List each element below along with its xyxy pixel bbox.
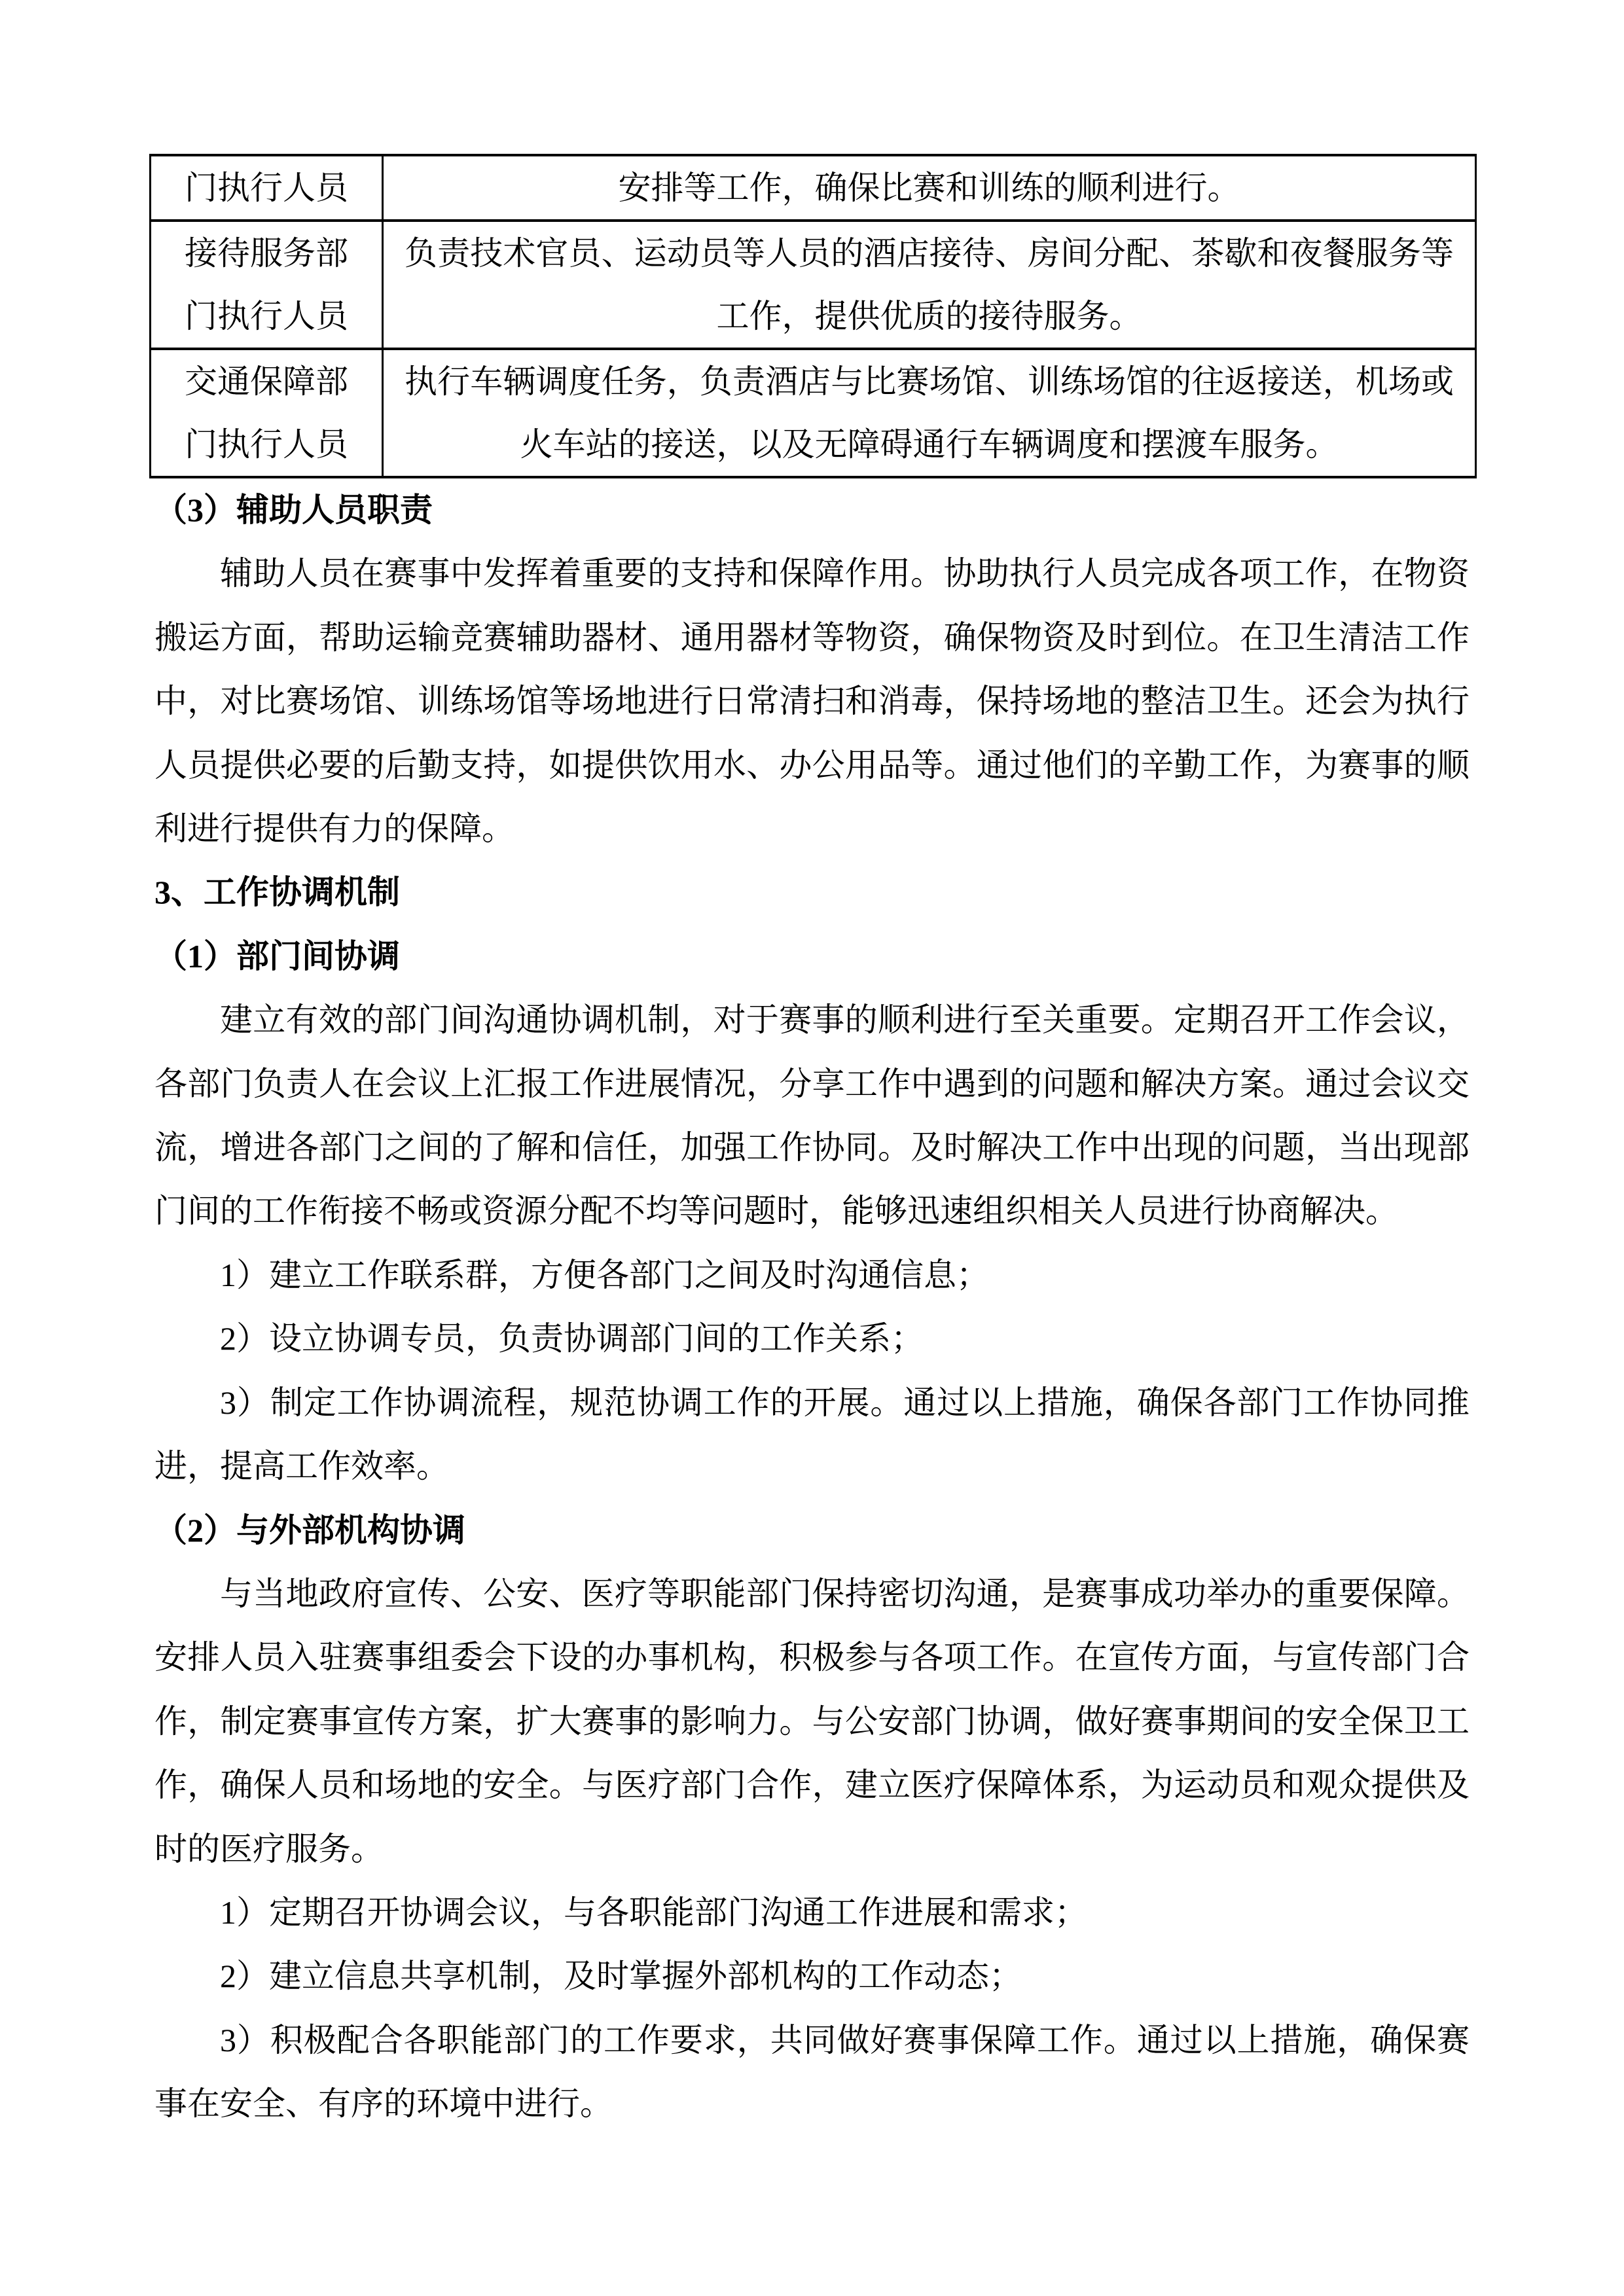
dept-cell-line: 门执行人员 <box>185 298 348 334</box>
duty-cell <box>383 349 1476 477</box>
list-item: 1）建立工作联系群，方便各部门之间及时沟通信息； <box>220 1256 989 1293</box>
paragraph-external-coordination: 与当地政府宣传、公安、医疗等职能部门保持密切沟通，是赛事成功举办的重要保障。安排人员入驻赛事组委会下设的办事机构，积极参与各项工作。在宣传方面，与宣传部门合作，制定赛事宣传方案，扩大赛事的影响力。与公安部门协调，做好赛事期间的安全保卫工作，确保人员和场地的安全。与医疗部门合作，建立医疗保障体系，为运动员和观众提供及时的医疗服务。 <box>154 1575 1470 1867</box>
list-item: 1）定期召开协调会议，与各职能部门沟通工作进展和需求； <box>220 1893 1087 1931</box>
paragraph-interdepartment-coordination: 建立有效的部门间沟通协调机制，对于赛事的顺利进行至关重要。定期召开工作会议，各部门负责人在会议上汇报工作进展情况，分享工作中遇到的问题和解决方案。通过会议交流，增进各部门之间的了解和信任，加强工作协同。及时解决工作中出现的问题，当出现部门间的工作衔接不畅或资源分配不均等问题时，能够迅速组织相关人员进行协商解决。 <box>154 1001 1470 1230</box>
paragraph-auxiliary-duties: 辅助人员在赛事中发挥着重要的支持和保障作用。协助执行人员完成各项工作，在物资搬运方面，帮助运输竞赛辅助器材、通用器材等物资，确保物资及时到位。在卫生清洁工作中，对比赛场馆、训练场馆等场地进行日常清扫和消毒，保持场地的整洁卫生。还会为执行人员提供必要的后勤支持，如提供饮用水、办公用品等。通过他们的辛勤工作，为赛事的顺利进行提供有力的保障。 <box>154 555 1470 848</box>
dept-cell-line: 交通保障部 <box>185 363 348 400</box>
dept-cell <box>151 221 383 349</box>
dept-cell <box>151 155 383 221</box>
dept-cell-line: 门执行人员 <box>185 426 348 463</box>
table-row <box>151 221 1476 349</box>
list-item: 2）设立协调专员，负责协调部门间的工作关系； <box>220 1320 924 1357</box>
duty-cell-line: 工作，提供优质的接待服务。 <box>716 298 1142 334</box>
duty-cell <box>383 155 1476 221</box>
duty-cell-line: 火车站的接送，以及无障碍通行车辆调度和摆渡车服务。 <box>520 426 1339 463</box>
document-body <box>154 478 1470 2136</box>
heading-work-coordination: 3、工作协调机制 <box>154 874 400 911</box>
list-item: 3）积极配合各职能部门的工作要求，共同做好赛事保障工作。通过以上措施，确保赛事在安全、有序的环境中进行。 <box>154 2021 1470 2123</box>
heading-auxiliary-duties: （3）辅助人员职责 <box>154 492 433 528</box>
dept-cell-line: 门执行人员 <box>185 170 348 206</box>
duty-cell-line: 负责技术官员、运动员等人员的酒店接待、房间分配、茶歇和夜餐服务等 <box>405 235 1454 272</box>
list-item: 2）建立信息共享机制，及时掌握外部机构的工作动态； <box>220 1958 1022 1995</box>
duty-cell-line: 安排等工作，确保比赛和训练的顺利进行。 <box>618 170 1240 206</box>
dept-cell-line: 接待服务部 <box>185 235 348 272</box>
dept-cell <box>151 349 383 477</box>
duty-table <box>149 154 1477 478</box>
duty-cell-line: 执行车辆调度任务，负责酒店与比赛场馆、训练场馆的往返接送，机场或 <box>405 363 1454 400</box>
heading-interdepartment-coordination: （1）部门间协调 <box>154 937 400 975</box>
table-row <box>151 349 1476 477</box>
duty-cell <box>383 221 1476 349</box>
heading-external-coordination: （2）与外部机构协调 <box>154 1511 465 1549</box>
list-item: 3）制定工作协调流程，规范协调工作的开展。通过以上措施，确保各部门工作协同推进，提高工作效率。 <box>154 1384 1470 1485</box>
table-row <box>151 155 1476 221</box>
